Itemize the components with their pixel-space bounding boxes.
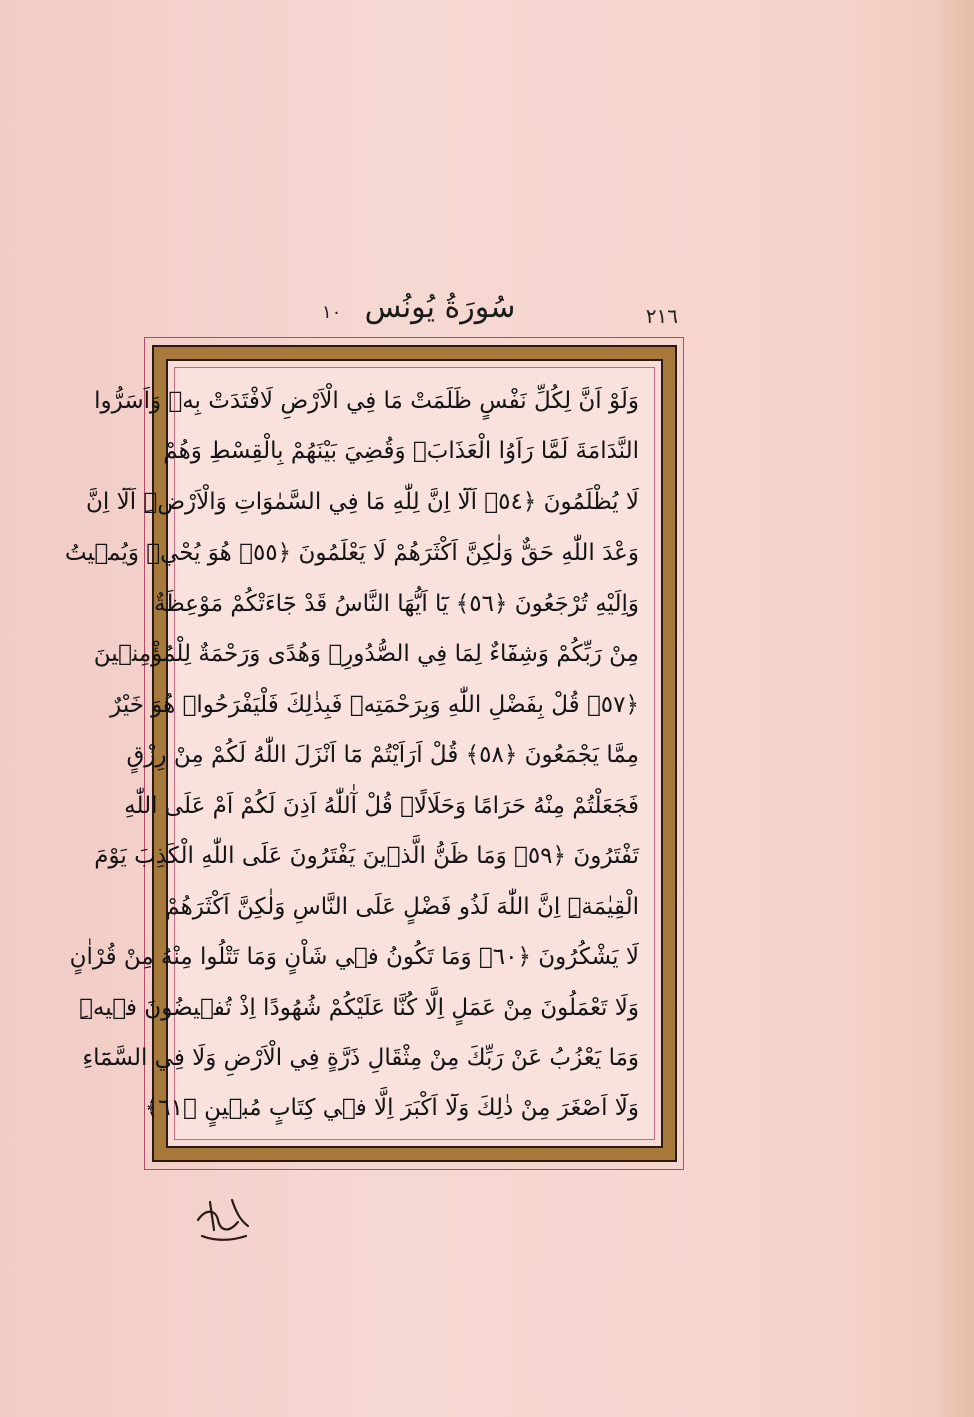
verse-line: لَا يُظْلَمُونَ ﴿٥٤﴾ اَلَٓا اِنَّ لِلّٰهِ مَا فِي السَّمٰوَاتِ وَالْاَرْضِۜ اَلَٓا اِنَّ: [86, 489, 639, 515]
verse-line: ﴿٥٧﴾ قُلْ بِفَضْلِ اللّٰهِ وَبِرَحْمَتِهٖ فَبِذٰلِكَ فَلْيَفْرَحُواۜ هُوَ خَيْرٌ: [110, 692, 639, 718]
verse-line: الْقِيٰمَةِۜ اِنَّ اللّٰهَ لَذُو فَضْلٍ عَلَى النَّاسِ وَلٰكِنَّ اَكْثَرَهُمْ: [165, 894, 639, 920]
verse-line: تَفْتَرُونَ ﴿٥٩﴾ وَمَا ظَنُّ الَّذٖينَ يَفْتَرُونَ عَلَى اللّٰهِ الْكَذِبَ يَوْمَ: [94, 843, 639, 869]
verse-line: وَلَٓا اَصْغَرَ مِنْ ذٰلِكَ وَلَٓا اَكْبَرَ اِلَّا فٖي كِتَابٍ مُبٖينٍ ﴿٦١﴾: [144, 1095, 639, 1121]
calligrapher-signature: [188, 1190, 258, 1250]
verse-line: وَلَوْ اَنَّ لِكُلِّ نَفْسٍ ظَلَمَتْ مَا فِي الْاَرْضِ لَافْتَدَتْ بِهٖ وَاَسَرُّوا: [94, 388, 639, 414]
sura-title: سُورَةُ يُونُس: [364, 290, 516, 325]
verse-line: فَجَعَلْتُمْ مِنْهُ حَرَامًا وَحَلَالًاۜ قُلْ آٰللّٰهُ اَذِنَ لَكُمْ اَمْ عَلَى اللّٰهِ: [124, 793, 639, 819]
page-header: [300, 290, 690, 330]
verse-line: وَعْدَ اللّٰهِ حَقٌّ وَلٰكِنَّ اَكْثَرَهُمْ لَا يَعْلَمُونَ ﴿٥٥﴾ هُوَ يُحْيٖ وَيُمٖيتُ: [64, 540, 639, 566]
page-number: ٢١٦: [645, 304, 678, 328]
verse-line: وَلَا تَعْمَلُونَ مِنْ عَمَلٍ اِلَّا كُنَّا عَلَيْكُمْ شُهُودًا اِذْ تُفٖيضُونَ فٖيهِۜ: [79, 995, 639, 1021]
verse-line: لَا يَشْكُرُونَ ﴿٦٠﴾ وَمَا تَكُونُ فٖي شَاْنٍ وَمَا تَتْلُوا مِنْهُ مِنْ قُرْاٰنٍ: [69, 944, 639, 970]
page-edge-shadow: [934, 0, 974, 1417]
verse-line: مِنْ رَبِّكُمْ وَشِفَٓاءٌ لِمَا فِي الصُّدُورِۙ وَهُدًى وَرَحْمَةٌ لِلْمُؤْمِنٖينَ: [93, 641, 639, 667]
verse-line: النَّدَامَةَ لَمَّا رَاَوُا الْعَذَابَۚ وَقُضِيَ بَيْنَهُمْ بِالْقِسْطِ وَهُمْ: [163, 438, 639, 464]
verse-line: وَاِلَيْهِ تُرْجَعُونَ ﴿٥٦﴾ يَٓا اَيُّهَا النَّاسُ قَدْ جَٓاءَتْكُمْ مَوْعِظَةٌ: [154, 591, 639, 617]
sura-number: ١٠: [322, 302, 342, 323]
verse-line: مِمَّا يَجْمَعُونَ ﴿٥٨﴾ قُلْ اَرَاَيْتُمْ مَٓا اَنْزَلَ اللّٰهُ لَكُمْ مِنْ رِزْقٍ: [126, 742, 639, 768]
verse-line: وَمَا يَعْزُبُ عَنْ رَبِّكَ مِنْ مِثْقَالِ ذَرَّةٍ فِي الْاَرْضِ وَلَا فِي السَّمَٓاءِ: [82, 1045, 639, 1071]
